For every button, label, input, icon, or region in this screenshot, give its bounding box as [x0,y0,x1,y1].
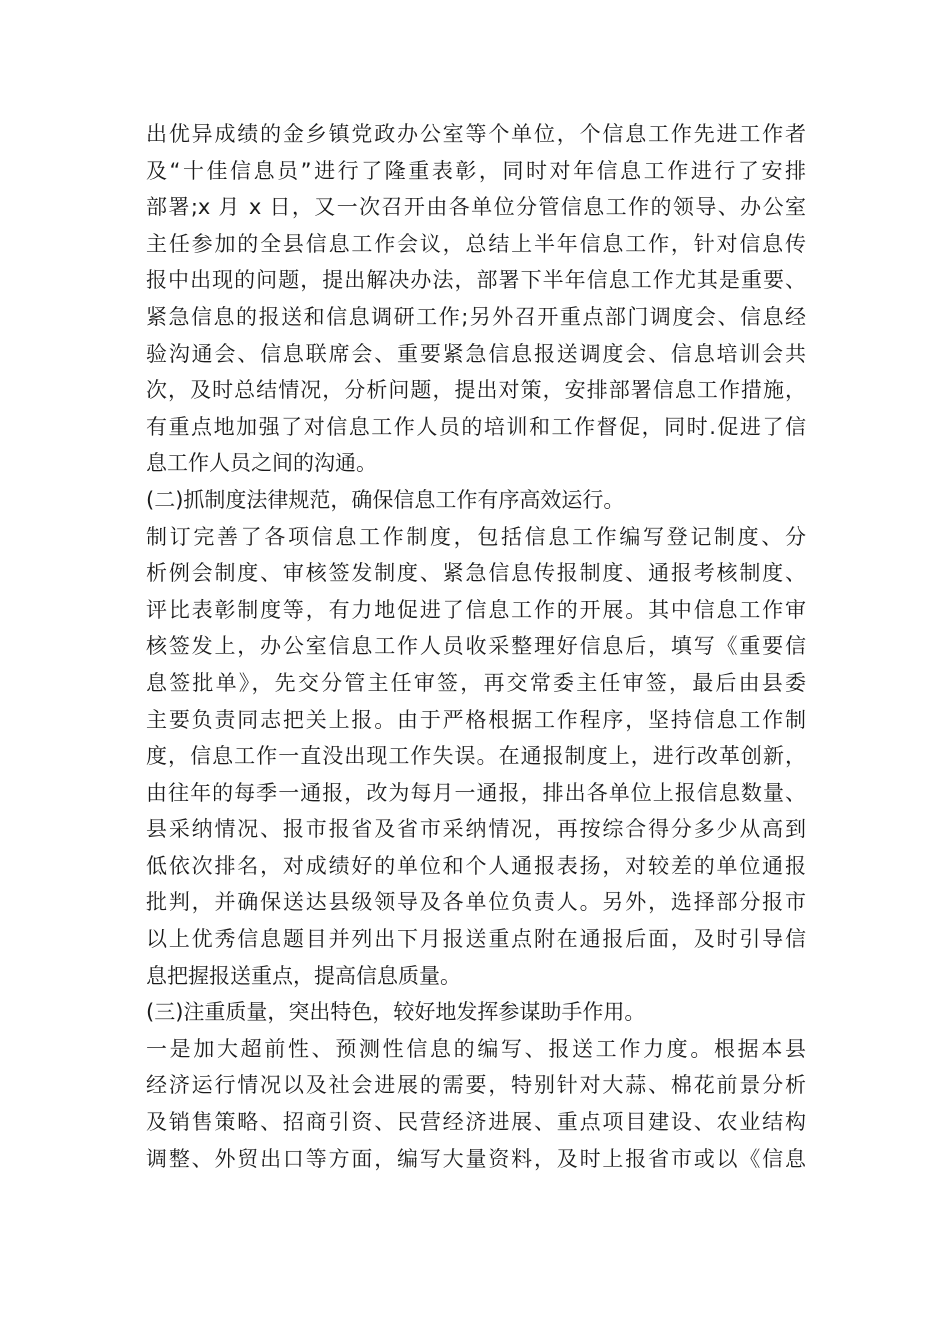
text-line: 息签批单》，先交分管主任审签，再交常委主任审签，最后由县委 [146,670,806,695]
text-line: 调整、外贸出口等方面，编写大量资料，及时上报省市或以《信息 [146,1146,806,1171]
text-line: 批判，并确保送达县级领导及各单位负责人。另外，选择部分报市 [146,890,806,915]
text-line: 验沟通会、信息联席会、重要紧急信息报送调度会、信息培训会共 [146,341,806,366]
text-line: 次，及时总结情况，分析问题，提出对策，安排部署信息工作措施， [146,378,806,403]
text-line: 度，信息工作一直没出现工作失误。在通报制度上，进行改革创新， [146,744,806,769]
text-line: (三)注重质量，突出特色，较好地发挥参谋助手作用。 [146,1000,646,1025]
text-line: 析例会制度、审核签发制度、紧急信息传报制度、通报考核制度、 [146,561,806,586]
text-line: 制订完善了各项信息工作制度，包括信息工作编写登记制度、分 [146,524,806,549]
text-line: 及“十佳信息员”进行了隆重表彰，同时对年信息工作进行了安排 [146,158,806,183]
text-line: 低依次排名，对成绩好的单位和个人通报表扬，对较差的单位通报 [146,853,806,878]
text-line: 紧急信息的报送和信息调研工作;另外召开重点部门调度会、信息经 [146,304,806,329]
text-line: 息工作人员之间的沟通。 [146,451,377,476]
text-line: 一是加大超前性、预测性信息的编写、报送工作力度。根据本县 [146,1036,806,1061]
text-line: 报中出现的问题，提出解决办法，部署下半年信息工作尤其是重要、 [146,268,806,293]
text-line: 主任参加的全县信息工作会议，总结上半年信息工作，针对信息传 [146,231,806,256]
text-line: 及销售策略、招商引资、民营经济进展、重点项目建设、农业结构 [146,1110,806,1135]
text-line: 有重点地加强了对信息工作人员的培训和工作督促，同时.促进了信 [146,414,806,439]
text-line: 核签发上，办公室信息工作人员收采整理好信息后，填写《重要信 [146,634,806,659]
text-line: (二)抓制度法律规范，确保信息工作有序高效运行。 [146,487,625,512]
text-line: 息把握报送重点，提高信息质量。 [146,963,461,988]
text-line: 经济运行情况以及社会进展的需要，特别针对大蒜、棉花前景分析 [146,1073,806,1098]
text-line: 以上优秀信息题目并列出下月报送重点附在通报后面，及时引导信 [146,927,806,952]
text-line: 县采纳情况、报市报省及省市采纳情况，再按综合得分多少从高到 [146,817,806,842]
text-line: 出优异成绩的金乡镇党政办公室等个单位，个信息工作先进工作者 [146,122,806,146]
text-line: 由往年的每季一通报，改为每月一通报，排出各单位上报信息数量、 [146,780,806,805]
text-line: 主要负责同志把关上报。由于严格根据工作程序，坚持信息工作制 [146,707,806,732]
text-line: 部署;x 月 x 日，又一次召开由各单位分管信息工作的领导、办公室 [146,195,806,220]
document-body [146,116,806,1177]
text-line: 评比表彰制度等，有力地促进了信息工作的开展。其中信息工作审 [146,597,806,622]
